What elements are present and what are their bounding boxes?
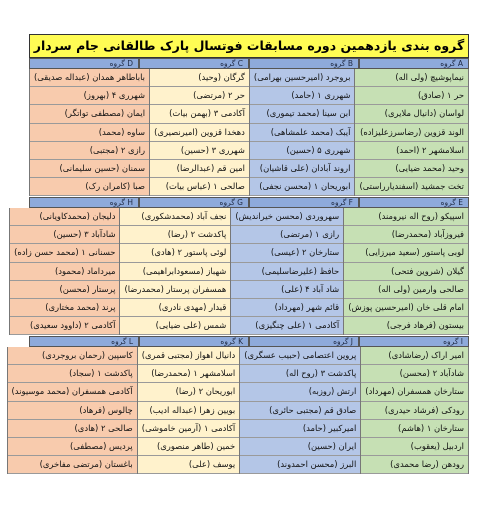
team-cell: صادق قم (مجتبی حائری) bbox=[240, 402, 360, 420]
team-cell: ایران (حسین) bbox=[240, 438, 360, 456]
team-cell: وحید (محمد ضیایی) bbox=[355, 160, 468, 178]
team-cell: پرند (محمد مختاری) bbox=[10, 299, 119, 317]
team-cell: ابن سینا (محمد تیموری) bbox=[250, 105, 355, 123]
team-cell: آکادمی همسفران (محمد موسیوند) bbox=[8, 383, 137, 401]
team-cell: آکادمی ۱ (علی چنگیزی) bbox=[231, 317, 343, 335]
team-cell: ستارخان ۲ (عیسی) bbox=[231, 244, 343, 262]
team-cell: دهخدا قزوین (امیرنصیری) bbox=[150, 124, 249, 142]
team-cell: امیرکبیر (حامد) bbox=[240, 420, 360, 438]
team-cell: ایمان (مصطفی تواتگر) bbox=[30, 105, 149, 123]
group-column bbox=[7, 347, 137, 474]
team-cell: میرداماد (محمود) bbox=[10, 263, 119, 281]
team-cell: بویین زهرا (عبداله ادیب) bbox=[138, 402, 239, 420]
team-cell: اسپیکو (روح اله نیرومند) bbox=[344, 208, 468, 226]
team-cell: شمس (علی ضیایی) bbox=[120, 317, 230, 335]
team-cell: قائم شهر (مهرداد) bbox=[231, 299, 343, 317]
group-header-g: گروه G bbox=[139, 197, 249, 208]
team-cell: نجف آباد (محمدشکوری) bbox=[120, 208, 230, 226]
team-cell: ابوریحان ۱ (محسن نجفی) bbox=[250, 178, 355, 196]
group-sheet bbox=[11, 34, 469, 479]
group-band-3 bbox=[11, 336, 469, 474]
team-cell: گیلان (شروین فتحی) bbox=[344, 263, 468, 281]
team-cell: شهرری ۵ (حسین) bbox=[250, 142, 355, 160]
team-cell: سمنان (حسین سلیمانی) bbox=[30, 160, 149, 178]
team-cell: صالحی ۱ (عباس بیات) bbox=[150, 178, 249, 196]
team-cell: امین قم (عبدالرضا) bbox=[150, 160, 249, 178]
team-cell: پاکدشت ۲ (رضا) bbox=[120, 226, 230, 244]
team-cell: پروین اعتصامی (حبیب عسگری) bbox=[240, 347, 360, 365]
team-cell: امیر اراک (رضاشادی) bbox=[361, 347, 468, 365]
team-cell: آکادمی ۳ (بهمن بیات) bbox=[150, 105, 249, 123]
team-cell: حر ۱ (صادق) bbox=[355, 87, 468, 105]
team-cell: رازی ۱ (مرتضی) bbox=[231, 226, 343, 244]
team-cell: اسلامشهر ۲ (احمد) bbox=[355, 142, 468, 160]
team-cell: یوسف (علی) bbox=[138, 456, 239, 474]
group-band-1 bbox=[29, 58, 469, 196]
group-column bbox=[343, 208, 469, 335]
group-header-e: گروه E bbox=[359, 197, 469, 208]
team-cell: آیبک (محمد علمشاهی) bbox=[250, 124, 355, 142]
team-cell: لوئی پاستور ۲ (هادی) bbox=[120, 244, 230, 262]
team-cell: اردبیل (یعقوب) bbox=[361, 438, 468, 456]
team-cell: باغستان (مرتضی مفاخری) bbox=[8, 456, 137, 474]
team-cell: چالوس (فرهاد) bbox=[8, 402, 137, 420]
team-cell: شهرری ۴ (بهروز) bbox=[30, 87, 149, 105]
group-column bbox=[9, 208, 119, 335]
group-column bbox=[354, 69, 469, 196]
group-header-h: گروه H bbox=[29, 197, 139, 208]
team-cell: آکادمی ۱ (آرمین خاموشی) bbox=[138, 420, 239, 438]
team-cell: شادآباد ۳ (حسین) bbox=[10, 226, 119, 244]
team-cell: نیماپوشیچ (ولی اله) bbox=[355, 69, 468, 87]
group-header-row bbox=[29, 197, 469, 208]
team-cell: ستارخان ۱ (هاشم) bbox=[361, 420, 468, 438]
group-column bbox=[230, 208, 343, 335]
group-header-l: گروه L bbox=[29, 336, 139, 347]
team-cell: کاسپین (رحمان بروجردی) bbox=[8, 347, 137, 365]
group-column bbox=[119, 208, 230, 335]
team-cell: امام قلی خان (امیرحسین پوزش) bbox=[344, 299, 468, 317]
team-cell: الوند قزوین (رضاسرزعلیزاده) bbox=[355, 124, 468, 142]
group-column bbox=[29, 69, 149, 196]
group-header-a: گروه A bbox=[359, 58, 469, 69]
team-cell: بیستون (فرهاد فرجی) bbox=[344, 317, 468, 335]
group-column bbox=[249, 69, 355, 196]
group-header-c: گروه C bbox=[139, 58, 249, 69]
team-cell: صبا (کامران رک) bbox=[30, 178, 149, 196]
team-cell: شهرری ۳ (حسین) bbox=[150, 142, 249, 160]
team-cell: پاکدشت ۳ (روح اله) bbox=[240, 365, 360, 383]
team-cell: لواسان (دانیال ملایری) bbox=[355, 105, 468, 123]
team-cell: رازی ۲ (مجتبی) bbox=[30, 142, 149, 160]
team-cell: دانیال اهواز (مجتبی قمری) bbox=[138, 347, 239, 365]
group-header-d: گروه D bbox=[29, 58, 139, 69]
team-cell: شادآباد ۲ (محسن) bbox=[361, 365, 468, 383]
team-cell: ارتش (روزبه) bbox=[240, 383, 360, 401]
team-cell: اسلامشهر ۱ (محمدرضا) bbox=[138, 365, 239, 383]
team-cell: بروجرد (امیرحسین بهرامی) bbox=[250, 69, 355, 87]
group-column bbox=[360, 347, 469, 474]
group-rows bbox=[29, 69, 469, 196]
team-cell: همسفران پرستار (محمدرضا) bbox=[120, 281, 230, 299]
team-cell: رودهن (رضا محمدی) bbox=[361, 456, 468, 474]
group-header-b: گروه B bbox=[249, 58, 359, 69]
group-header-f: گروه F bbox=[249, 197, 359, 208]
group-column bbox=[137, 347, 239, 474]
team-cell: حافظ (علیرضاسلیمی) bbox=[231, 263, 343, 281]
group-header-k: گروه K bbox=[139, 336, 249, 347]
team-cell: پردیس (مصطفی) bbox=[8, 438, 137, 456]
group-header-row bbox=[29, 58, 469, 69]
team-cell: البرز (محسن احمدوند) bbox=[240, 456, 360, 474]
team-cell: شهباز (مسعودابراهیمی) bbox=[120, 263, 230, 281]
team-cell: دلیجان (محمدکاویانی) bbox=[10, 208, 119, 226]
team-cell: شهرری ۱ (حامد) bbox=[250, 87, 355, 105]
team-cell: شاد آباد ۴ (علی) bbox=[231, 281, 343, 299]
group-column bbox=[239, 347, 360, 474]
team-cell: حر ۲ (مرتضی) bbox=[150, 87, 249, 105]
team-cell: پاکدشت ۱ (سجاد) bbox=[8, 365, 137, 383]
team-cell: اروند آبادان (علی قاشیان) bbox=[250, 160, 355, 178]
team-cell: گرگان (وحید) bbox=[150, 69, 249, 87]
group-rows bbox=[14, 208, 469, 335]
group-rows bbox=[11, 347, 469, 474]
team-cell: صالحی وارمین (ولی اله) bbox=[344, 281, 468, 299]
team-cell: ابوریحان ۲ (رضا) bbox=[138, 383, 239, 401]
sheet-title: گروه بندی یازدهمین دوره مسابقات فوتسال پارک طالقانی جام سردار bbox=[29, 34, 469, 58]
team-cell: قیدار (مهدی نادری) bbox=[120, 299, 230, 317]
team-cell: آکادمی ۲ (داوود سعیدی) bbox=[10, 317, 119, 335]
team-cell: پرستار (محسن) bbox=[10, 281, 119, 299]
group-band-2 bbox=[14, 197, 469, 335]
team-cell: لوبی پاستور (سعید میرزایی) bbox=[344, 244, 468, 262]
team-cell: باباطاهر همدان (عبداله صدیقی) bbox=[30, 69, 149, 87]
group-column bbox=[149, 69, 249, 196]
group-header-j: گروه J bbox=[249, 336, 359, 347]
team-cell: سهروردی (محسن خیراندیش) bbox=[231, 208, 343, 226]
team-cell: تخت جمشید (اسفندیارراستی) bbox=[355, 178, 468, 196]
team-cell: حسنانی ۱ (محمد حسن زاده) bbox=[10, 244, 119, 262]
group-header-row bbox=[29, 336, 469, 347]
team-cell: فیروزآباد (محمدرضا) bbox=[344, 226, 468, 244]
team-cell: رودکی (فرشاد حیدری) bbox=[361, 402, 468, 420]
team-cell: ساوه (محمد) bbox=[30, 124, 149, 142]
team-cell: صالحی ۲ (هادی) bbox=[8, 420, 137, 438]
team-cell: خمین (طاهر منصوری) bbox=[138, 438, 239, 456]
group-header-i: گروه I bbox=[359, 336, 469, 347]
team-cell: ستارخان همسفران (مهرداد) bbox=[361, 383, 468, 401]
